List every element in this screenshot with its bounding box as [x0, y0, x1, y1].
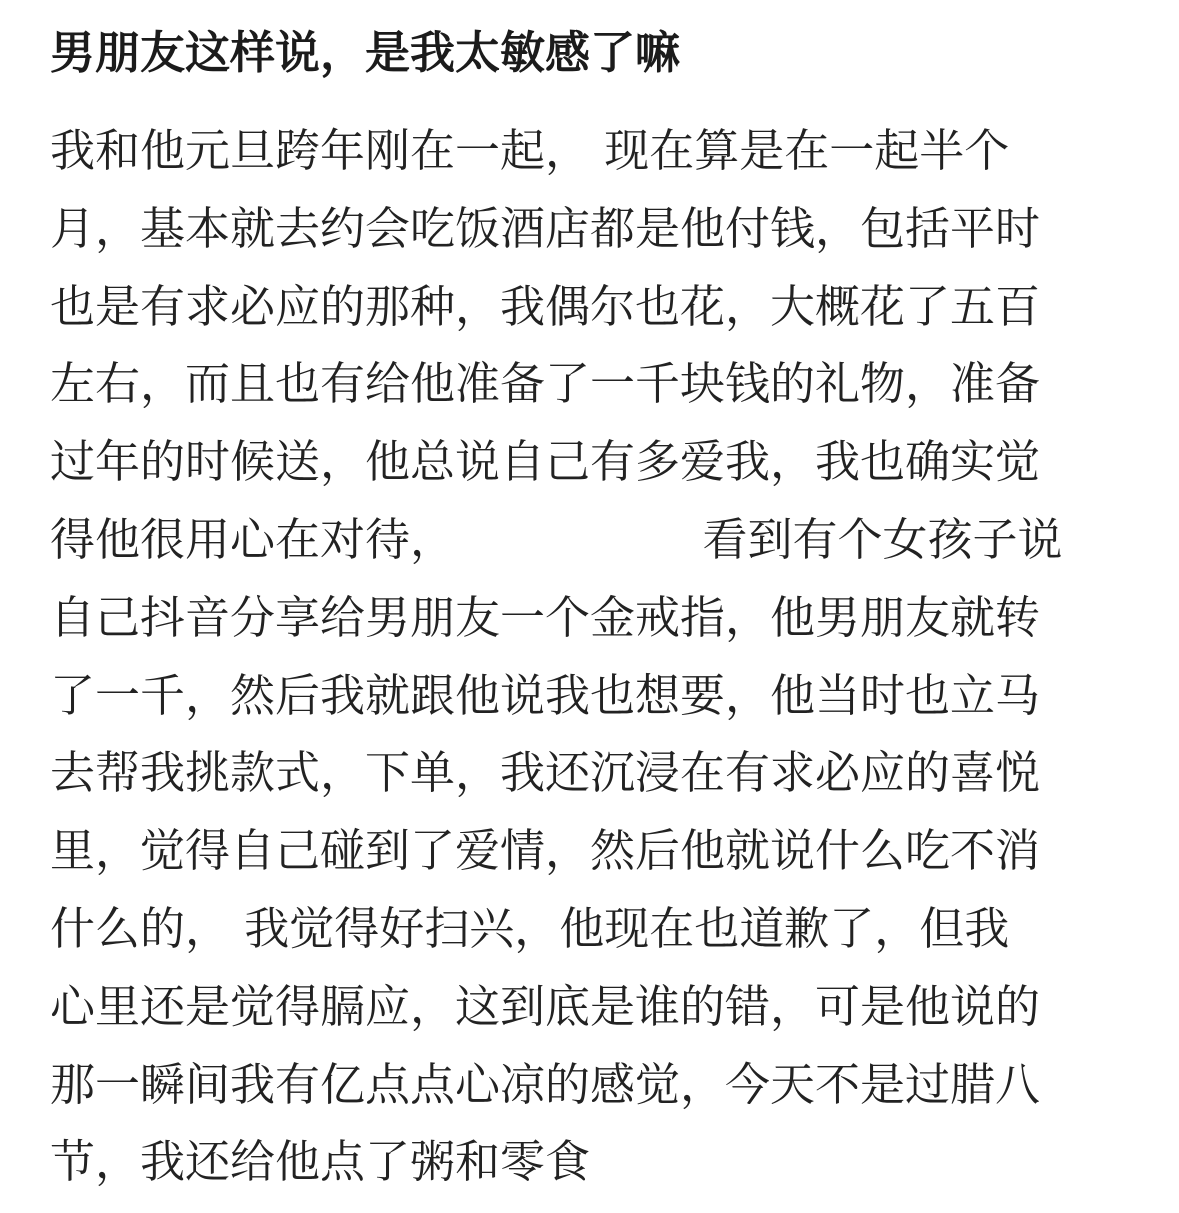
body-line-11: 什么的， 我觉得好扫兴，他现在也道歉了，但我	[50, 901, 1010, 955]
body-line-7: 自己抖音分享给男朋友一个金戒指，他男朋友就转	[50, 590, 1041, 644]
body-line-6: 得他很用心在对待， 看到有个女孩子说	[50, 512, 1063, 566]
post-title: 男朋友这样说，是我太敏感了嘛	[50, 26, 681, 79]
body-line-3: 也是有求必应的那种，我偶尔也花，大概花了五百	[50, 279, 1041, 333]
body-line-12: 心里还是觉得膈应，这到底是谁的错，可是他说的	[50, 979, 1041, 1033]
body-line-1: 我和他元旦跨年刚在一起， 现在算是在一起半个	[50, 124, 1010, 177]
body-line-2: 月，基本就去约会吃饭酒店都是他付钱，包括平时	[50, 201, 1041, 255]
post-body	[50, 112, 1140, 1201]
body-line-10: 里，觉得自己碰到了爱情，然后他就说什么吃不消	[50, 824, 1041, 878]
body-line-8: 了一千，然后我就跟他说我也想要，他当时也立马	[50, 668, 1041, 722]
body-line-9: 去帮我挑款式，下单，我还沉浸在有求必应的喜悦	[50, 746, 1041, 800]
body-line-4: 左右，而且也有给他准备了一千块钱的礼物，准备	[50, 357, 1041, 411]
body-line-14: 节，我还给他点了粥和零食	[50, 1135, 591, 1189]
body-line-13: 那一瞬间我有亿点点心凉的感觉，今天不是过腊八	[50, 1057, 1041, 1111]
body-line-5: 过年的时候送，他总说自己有多爱我，我也确实觉	[50, 435, 1041, 489]
